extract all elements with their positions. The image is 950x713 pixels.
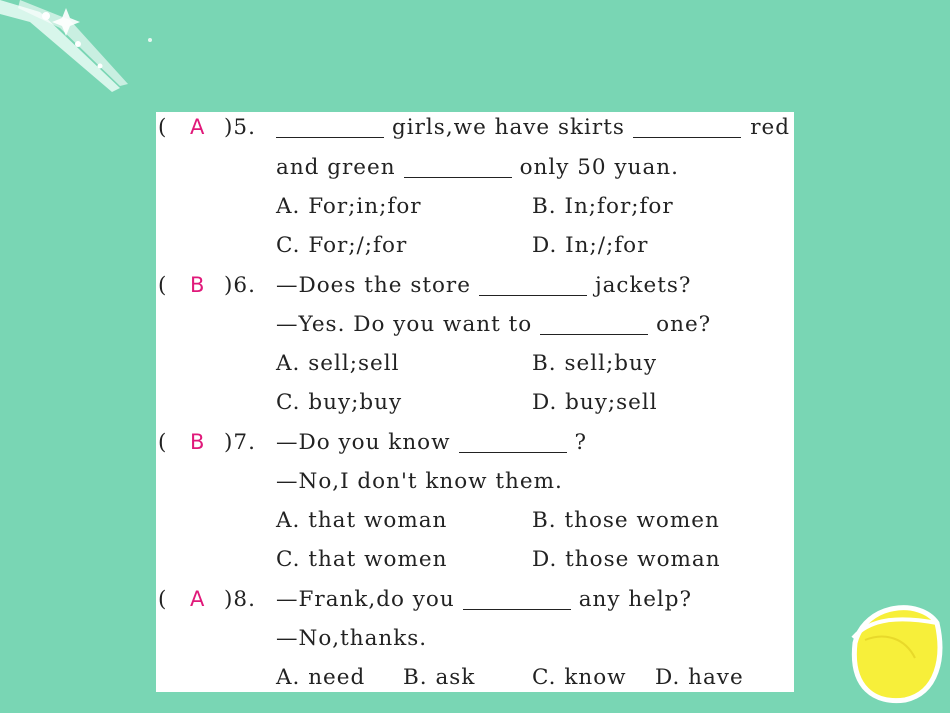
question-5-line-1 xyxy=(156,112,794,147)
question-text-seg: red xyxy=(750,115,790,140)
option-b: B. ask xyxy=(403,665,476,690)
paren-open: ( xyxy=(158,115,168,140)
question-number: )7. xyxy=(224,430,256,455)
answer-mark: A xyxy=(190,587,206,611)
option-d: D. those woman xyxy=(532,547,721,572)
answer-blank xyxy=(540,308,648,335)
option-b: B. those women xyxy=(532,508,720,533)
option-c: C. buy;buy xyxy=(276,390,403,415)
question-text-seg: jackets? xyxy=(594,273,692,298)
question-text: —No,thanks. xyxy=(276,626,428,651)
leaf-decoration-icon xyxy=(845,598,945,708)
question-text-seg: and green xyxy=(276,155,396,180)
question-number: )5. xyxy=(224,115,256,140)
paren-open: ( xyxy=(158,430,168,455)
answer-mark: A xyxy=(190,115,206,139)
option-b: B. sell;buy xyxy=(532,351,657,376)
answer-blank xyxy=(479,269,587,296)
option-c: C. that women xyxy=(276,547,448,572)
option-d: D. In;/;for xyxy=(532,233,649,258)
question-text-seg: —Does the store xyxy=(276,273,471,298)
question-text-seg: girls,we have skirts xyxy=(392,115,625,140)
paren-open: ( xyxy=(158,587,168,612)
option-c: C. know xyxy=(532,665,627,690)
question-text-seg: only 50 yuan. xyxy=(519,155,679,180)
question-text-seg: ? xyxy=(574,430,588,455)
question-text xyxy=(276,112,749,147)
sparkle-decoration-icon xyxy=(0,0,160,110)
answer-blank xyxy=(459,426,567,453)
option-a: A. need xyxy=(276,665,366,690)
question-text xyxy=(276,580,692,619)
option-a: A. For;in;for xyxy=(276,194,422,219)
answer-mark: B xyxy=(190,430,206,454)
paren-open: ( xyxy=(158,273,168,298)
answer-blank xyxy=(633,112,741,138)
answer-mark: B xyxy=(190,273,206,297)
question-text xyxy=(276,305,711,344)
answer-blank xyxy=(404,151,512,178)
question-text xyxy=(276,266,691,305)
question-number: )8. xyxy=(224,587,256,612)
question-card xyxy=(156,112,794,692)
question-text xyxy=(276,423,587,462)
question-text-seg: one? xyxy=(656,312,712,337)
option-b: B. In;for;for xyxy=(532,194,674,219)
question-text-seg: —Do you know xyxy=(276,430,451,455)
question-text-seg: any help? xyxy=(578,587,693,612)
option-d: D. have xyxy=(655,665,744,690)
option-d: D. buy;sell xyxy=(532,390,658,415)
question-text xyxy=(276,148,679,187)
option-c: C. For;/;for xyxy=(276,233,408,258)
option-a: A. sell;sell xyxy=(276,351,400,376)
answer-blank xyxy=(276,112,384,138)
question-text-seg: —Frank,do you xyxy=(276,587,455,612)
answer-blank xyxy=(463,583,571,610)
question-number: )6. xyxy=(224,273,256,298)
option-a: A. that woman xyxy=(276,508,448,533)
question-text-seg: —Yes. Do you want to xyxy=(276,312,533,337)
question-text: —No,I don't know them. xyxy=(276,469,563,494)
